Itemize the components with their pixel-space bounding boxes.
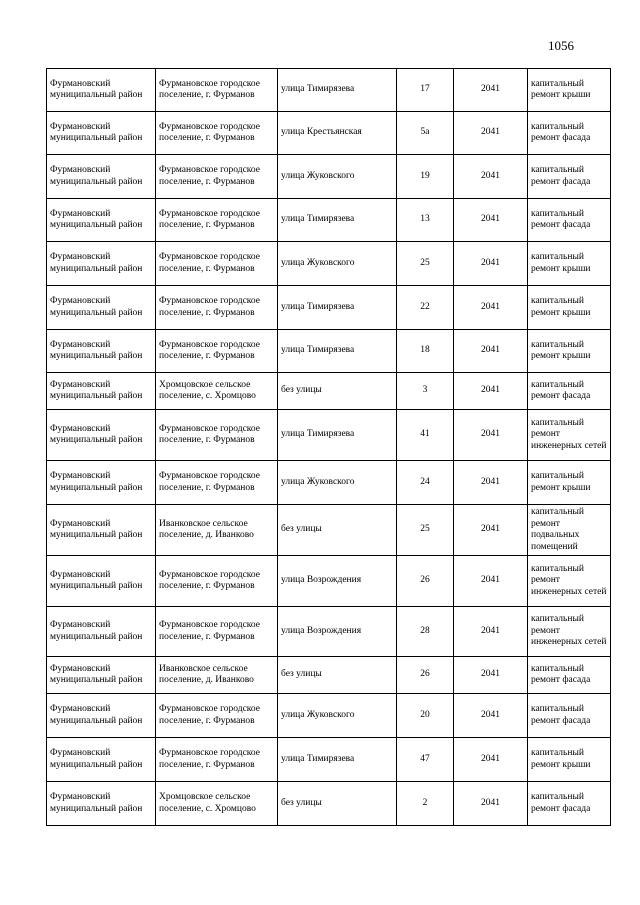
table-row: [47, 373, 611, 410]
house-number-cell: 2: [397, 782, 454, 826]
work-type-cell: капитальный ремонт подвальных помещений: [528, 505, 611, 556]
district-cell: Фурмановский муниципальный район: [47, 410, 156, 461]
planned-year-cell: 2041: [454, 69, 528, 112]
street-cell: без улицы: [278, 373, 397, 410]
settlement-cell: Фурмановское городское поселение, г. Фурманов: [156, 410, 278, 461]
district-cell: Фурмановский муниципальный район: [47, 556, 156, 607]
settlement-cell: Иванковское сельское поселение, д. Иванково: [156, 657, 278, 694]
house-number-cell: 41: [397, 410, 454, 461]
planned-year-cell: 2041: [454, 199, 528, 242]
planned-year-cell: 2041: [454, 782, 528, 826]
work-type-cell: капитальный ремонт крыши: [528, 69, 611, 112]
table-row: [47, 694, 611, 738]
work-type-cell: капитальный ремонт фасада: [528, 782, 611, 826]
street-cell: улица Возрождения: [278, 556, 397, 607]
house-number-cell: 3: [397, 373, 454, 410]
district-cell: Фурмановский муниципальный район: [47, 694, 156, 738]
planned-year-cell: 2041: [454, 657, 528, 694]
page-number: 1056: [548, 38, 574, 53]
work-type-cell: капитальный ремонт фасада: [528, 694, 611, 738]
planned-year-cell: 2041: [454, 373, 528, 410]
settlement-cell: Фурмановское городское поселение, г. Фурманов: [156, 461, 278, 505]
house-number-cell: 47: [397, 738, 454, 782]
table-row: [47, 155, 611, 199]
planned-year-cell: 2041: [454, 738, 528, 782]
work-type-cell: капитальный ремонт фасада: [528, 657, 611, 694]
planned-year-cell: 2041: [454, 330, 528, 373]
settlement-cell: Фурмановское городское поселение, г. Фурманов: [156, 69, 278, 112]
table-row: [47, 286, 611, 330]
table-body: [47, 69, 611, 826]
settlement-cell: Фурмановское городское поселение, г. Фурманов: [156, 330, 278, 373]
planned-year-cell: 2041: [454, 505, 528, 556]
table-row: [47, 738, 611, 782]
table-row: [47, 199, 611, 242]
house-number-cell: 5а: [397, 112, 454, 155]
planned-year-cell: 2041: [454, 112, 528, 155]
planned-year-cell: 2041: [454, 410, 528, 461]
district-cell: Фурмановский муниципальный район: [47, 738, 156, 782]
planned-year-cell: 2041: [454, 694, 528, 738]
table-row: [47, 505, 611, 556]
street-cell: без улицы: [278, 505, 397, 556]
house-number-cell: 22: [397, 286, 454, 330]
work-type-cell: капитальный ремонт инженерных сетей: [528, 607, 611, 657]
table-row: [47, 112, 611, 155]
planned-year-cell: 2041: [454, 155, 528, 199]
house-number-cell: 18: [397, 330, 454, 373]
settlement-cell: Фурмановское городское поселение, г. Фурманов: [156, 155, 278, 199]
work-type-cell: капитальный ремонт фасада: [528, 112, 611, 155]
district-cell: Фурмановский муниципальный район: [47, 505, 156, 556]
settlement-cell: Хромцовское сельское поселение, с. Хромцово: [156, 782, 278, 826]
street-cell: улица Возрождения: [278, 607, 397, 657]
street-cell: улица Жуковского: [278, 461, 397, 505]
street-cell: улица Крестьянская: [278, 112, 397, 155]
work-type-cell: капитальный ремонт крыши: [528, 242, 611, 286]
house-number-cell: 25: [397, 505, 454, 556]
planned-year-cell: 2041: [454, 242, 528, 286]
table-row: [47, 556, 611, 607]
settlement-cell: Иванковское сельское поселение, д. Иванково: [156, 505, 278, 556]
house-number-cell: 28: [397, 607, 454, 657]
planned-year-cell: 2041: [454, 607, 528, 657]
street-cell: улица Жуковского: [278, 242, 397, 286]
planned-year-cell: 2041: [454, 556, 528, 607]
work-type-cell: капитальный ремонт фасада: [528, 199, 611, 242]
work-type-cell: капитальный ремонт крыши: [528, 461, 611, 505]
settlement-cell: Фурмановское городское поселение, г. Фурманов: [156, 199, 278, 242]
table-row: [47, 242, 611, 286]
settlement-cell: Фурмановское городское поселение, г. Фурманов: [156, 556, 278, 607]
district-cell: Фурмановский муниципальный район: [47, 782, 156, 826]
planned-year-cell: 2041: [454, 286, 528, 330]
street-cell: улица Тимирязева: [278, 410, 397, 461]
work-type-cell: капитальный ремонт крыши: [528, 286, 611, 330]
house-number-cell: 25: [397, 242, 454, 286]
district-cell: Фурмановский муниципальный район: [47, 607, 156, 657]
settlement-cell: Фурмановское городское поселение, г. Фурманов: [156, 112, 278, 155]
district-cell: Фурмановский муниципальный район: [47, 155, 156, 199]
table-row: [47, 69, 611, 112]
work-type-cell: капитальный ремонт фасада: [528, 373, 611, 410]
house-number-cell: 17: [397, 69, 454, 112]
table-row: [47, 782, 611, 826]
street-cell: без улицы: [278, 657, 397, 694]
house-number-cell: 13: [397, 199, 454, 242]
house-number-cell: 26: [397, 556, 454, 607]
street-cell: улица Тимирязева: [278, 738, 397, 782]
house-number-cell: 24: [397, 461, 454, 505]
district-cell: Фурмановский муниципальный район: [47, 286, 156, 330]
table-row: [47, 657, 611, 694]
street-cell: улица Жуковского: [278, 155, 397, 199]
settlement-cell: Фурмановское городское поселение, г. Фурманов: [156, 242, 278, 286]
settlement-cell: Фурмановское городское поселение, г. Фурманов: [156, 694, 278, 738]
settlement-cell: Фурмановское городское поселение, г. Фурманов: [156, 286, 278, 330]
work-type-cell: капитальный ремонт инженерных сетей: [528, 410, 611, 461]
street-cell: без улицы: [278, 782, 397, 826]
table-row: [47, 607, 611, 657]
street-cell: улица Тимирязева: [278, 199, 397, 242]
house-number-cell: 19: [397, 155, 454, 199]
settlement-cell: Фурмановское городское поселение, г. Фурманов: [156, 607, 278, 657]
district-cell: Фурмановский муниципальный район: [47, 461, 156, 505]
district-cell: Фурмановский муниципальный район: [47, 199, 156, 242]
street-cell: улица Тимирязева: [278, 286, 397, 330]
table-row: [47, 461, 611, 505]
district-cell: Фурмановский муниципальный район: [47, 69, 156, 112]
house-number-cell: 20: [397, 694, 454, 738]
district-cell: Фурмановский муниципальный район: [47, 373, 156, 410]
district-cell: Фурмановский муниципальный район: [47, 112, 156, 155]
street-cell: улица Тимирязева: [278, 69, 397, 112]
work-type-cell: капитальный ремонт инженерных сетей: [528, 556, 611, 607]
district-cell: Фурмановский муниципальный район: [47, 242, 156, 286]
table-row: [47, 410, 611, 461]
district-cell: Фурмановский муниципальный район: [47, 330, 156, 373]
house-number-cell: 26: [397, 657, 454, 694]
work-type-cell: капитальный ремонт фасада: [528, 155, 611, 199]
settlement-cell: Хромцовское сельское поселение, с. Хромцово: [156, 373, 278, 410]
street-cell: улица Жуковского: [278, 694, 397, 738]
work-type-cell: капитальный ремонт крыши: [528, 330, 611, 373]
work-type-cell: капитальный ремонт крыши: [528, 738, 611, 782]
district-cell: Фурмановский муниципальный район: [47, 657, 156, 694]
street-cell: улица Тимирязева: [278, 330, 397, 373]
planned-year-cell: 2041: [454, 461, 528, 505]
repair-schedule-table: [46, 68, 611, 826]
settlement-cell: Фурмановское городское поселение, г. Фурманов: [156, 738, 278, 782]
table-row: [47, 330, 611, 373]
